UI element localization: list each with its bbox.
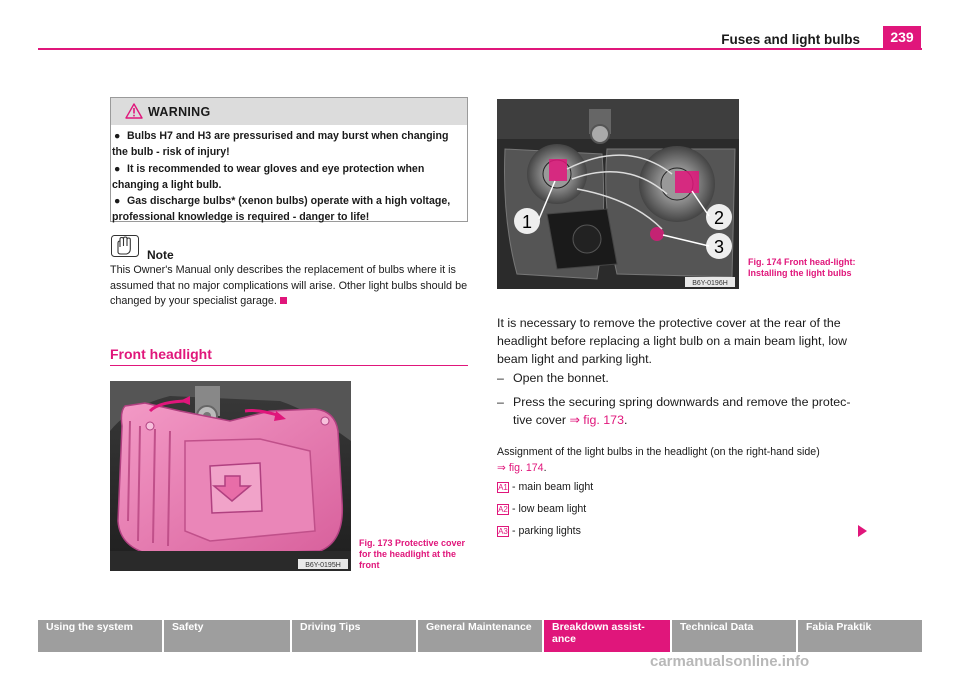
step-open-bonnet: – Open the bonnet.: [497, 371, 609, 385]
warning-header: [111, 98, 467, 125]
warning-item: ● Gas discharge bulbs* (xenon bulbs) operate with a high voltage, professional knowledge is required - danger to life!: [112, 195, 451, 223]
note-text: This Owner's Manual only describes the replacement of bulbs where it is assumed that no major complications will arise. Other light bulbs should be changed by your specialist garage.: [110, 264, 468, 307]
warning-box: [110, 97, 468, 222]
intro-paragraph: It is necessary to remove the protective cover at the rear of the headlight before replacing a light bulb on a main beam light, low beam light and parking light.: [497, 316, 847, 366]
warning-title: WARNING: [148, 105, 211, 119]
next-page-arrow-icon[interactable]: [858, 525, 867, 537]
figure-173-link[interactable]: ⇒ fig. 173: [569, 413, 624, 427]
note-title: Note: [147, 248, 174, 262]
figure-174-code: B6Y-0196H: [692, 280, 728, 287]
callout-1: 1: [521, 212, 533, 232]
legend-item: A3 - parking lights: [498, 525, 581, 537]
legend-item: A2 - low beam light: [498, 503, 587, 515]
page-number: 239: [883, 26, 921, 48]
end-mark-icon: [280, 297, 287, 304]
legend-item: A1 - main beam light: [498, 481, 594, 493]
header-divider: [38, 48, 922, 50]
tab-using-the-system[interactable]: Using the system: [38, 620, 162, 652]
tab-fabia-praktik[interactable]: Fabia Praktik: [798, 620, 922, 652]
step-remove-cover: – Press the securing spring downwards and remove the protec- tive cover ⇒ fig. 173.: [497, 395, 851, 427]
page-section-title: Fuses and light bulbs: [721, 32, 860, 47]
callout-3: 3: [713, 237, 725, 257]
figure-174-headlight-bulbs: [497, 99, 739, 289]
note-hand-icon: [111, 235, 139, 257]
legend-badge: A2: [498, 504, 508, 514]
figure-173-protective-cover: [110, 381, 351, 571]
tab-technical-data[interactable]: Technical Data: [672, 620, 796, 652]
tab-driving-tips[interactable]: Driving Tips: [292, 620, 416, 652]
warning-item: ● It is recommended to wear gloves and eye protection when changing a light bulb.: [112, 163, 425, 191]
figure-174-link[interactable]: ⇒ fig. 174: [497, 461, 544, 474]
legend-badge: A1: [498, 482, 508, 492]
tab-breakdown-assistance[interactable]: Breakdown assist- ance: [544, 620, 670, 652]
figure-174-caption: Fig. 174 Front head-light: Installing the light bulbs: [748, 257, 856, 278]
tab-general-maintenance[interactable]: General Maintenance: [418, 620, 542, 652]
section-divider: [110, 365, 468, 366]
figure-173-code: B6Y-0195H: [305, 562, 341, 569]
watermark: carmanualsonline.info: [650, 653, 810, 670]
figure-173-caption: Fig. 173 Protective cover for the headlight at the front: [359, 538, 466, 570]
section-heading: Front headlight: [110, 346, 212, 362]
tab-safety[interactable]: Safety: [164, 620, 290, 652]
bulb-assignment-text: Assignment of the light bulbs in the headlight (on the right-hand side) ⇒ fig. 174.: [497, 446, 820, 474]
callout-2: 2: [713, 208, 725, 228]
legend-badge: A3: [498, 526, 508, 536]
warning-item: ● Bulbs H7 and H3 are pressurised and may burst when changing the bulb - risk of injury!: [112, 130, 449, 158]
warning-triangle-icon: [125, 103, 143, 119]
